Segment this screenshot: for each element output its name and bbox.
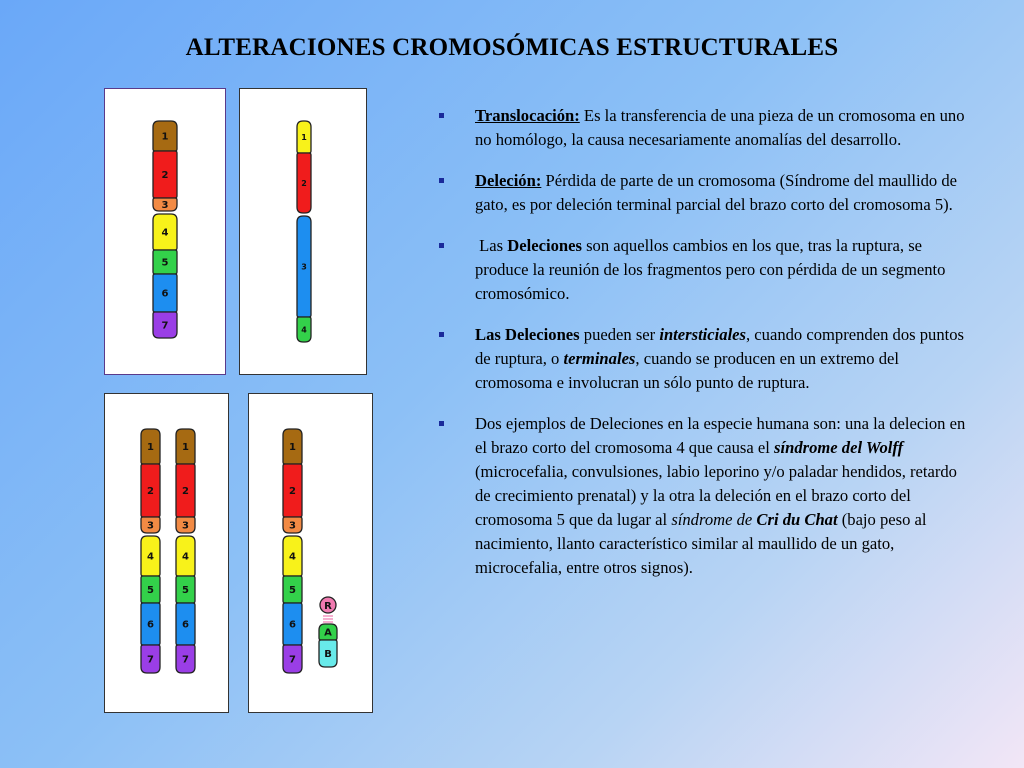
diagram-normal-chromosome <box>104 88 226 375</box>
segment-label: 1 <box>182 442 189 454</box>
segment-label: B <box>324 649 332 661</box>
chromosome-segment-2 <box>297 153 311 213</box>
chromosome-segment-5 <box>141 576 160 603</box>
fragment-ab <box>319 624 337 667</box>
chromosome-segment-7 <box>141 645 160 673</box>
chromosome-segment-A <box>319 624 337 640</box>
bullet-square-icon <box>439 243 444 248</box>
deleciones-pre: Las <box>475 236 508 255</box>
segment-label: 4 <box>301 325 307 335</box>
ring-deletion-svg <box>249 394 374 714</box>
chromosome-segment-1 <box>297 121 311 153</box>
segment-label: 2 <box>147 486 154 498</box>
segment-label: 7 <box>289 654 296 666</box>
chromosome-segment-5 <box>153 250 177 274</box>
segment-label: 5 <box>289 585 296 597</box>
chromosome-segment-2 <box>141 464 160 517</box>
chromosome-segment-B <box>319 640 337 667</box>
chromosome-segment-5 <box>283 576 302 603</box>
segment-label: 1 <box>301 132 307 142</box>
chromosome-segment-5 <box>176 576 195 603</box>
translocated-chromosome-svg <box>240 89 368 376</box>
segment-label: 1 <box>147 442 154 454</box>
term-deleciones: Deleciones <box>507 236 582 255</box>
chromosome-segment-1 <box>153 121 177 151</box>
segment-label: 5 <box>147 585 154 597</box>
tipos-text-2: , cuando comprenden dos puntos de ruptura, o <box>475 325 964 368</box>
tipos-text-3: , cuando se producen en un extremo del cromosoma e involucran un sólo punto de ruptura. <box>475 349 899 392</box>
chromosome-segment-6 <box>283 603 302 645</box>
chromosome-translocated <box>297 121 311 342</box>
ejemplos-text-1: Dos ejemplos de Deleciones en la especie humana son: una la delecion en el brazo corto del cromosoma 4 que causa el <box>475 414 966 457</box>
chromosome-segment-3 <box>153 198 177 211</box>
bullet-square-icon <box>439 332 444 337</box>
segment-label: 6 <box>161 288 169 300</box>
chromosome-segment-2 <box>283 464 302 517</box>
chromosome-segment-6 <box>141 603 160 645</box>
segment-label: 1 <box>289 442 296 454</box>
term-delecion: Deleción: <box>475 171 542 190</box>
diagram-ring-deletion <box>248 393 373 713</box>
chromosome-segment-3 <box>283 517 302 533</box>
term-sindrome-wolff: síndrome del Wolff <box>774 438 904 457</box>
segment-label: 6 <box>289 619 296 631</box>
term-terminales: terminales <box>563 349 636 368</box>
delecion-text: Pérdida de parte de un cromosoma (Síndrome del maullido de gato, es por deleción terminal parcial del brazo corto del cromosoma 5). <box>475 171 958 214</box>
segment-label: 6 <box>182 619 189 631</box>
segment-label: 7 <box>182 654 189 666</box>
ejemplos-text-2: (microcefalia, convulsiones, labio leporino y/o paladar hendidos, retardo de crecimiento prenatal) y la otra la deleción en el brazo corto del cromosoma 5 que da lugar al <box>475 462 957 529</box>
chromosome-segment-3 <box>297 216 311 317</box>
ejemplos-text-3: (bajo peso al nacimiento, llanto característico similar al maullido de un gato, microcefalia, entre otros signos). <box>475 510 927 577</box>
chromosome-segment-2 <box>176 464 195 517</box>
segment-label: 7 <box>147 654 154 666</box>
chromosome-segment-4 <box>141 536 160 576</box>
chromosome-pair-right <box>176 429 195 673</box>
segment-label: 4 <box>161 227 169 239</box>
segment-label: 7 <box>161 320 169 332</box>
chromosome-segment-2 <box>153 151 177 198</box>
chromosome-segment-4 <box>283 536 302 576</box>
ring-fragment <box>320 597 336 622</box>
segment-label: 2 <box>161 170 169 182</box>
term-las-deleciones: Las Deleciones <box>475 325 580 344</box>
chromosome-segment-7 <box>153 312 177 338</box>
segment-label: 3 <box>147 520 154 532</box>
term-translocacion: Translocación: <box>475 106 580 125</box>
segment-label: 3 <box>182 520 189 532</box>
segment-label: 5 <box>161 257 169 269</box>
bullet-deleciones-definicion <box>437 234 967 306</box>
chromosome-segment-1 <box>176 429 195 464</box>
chromosome-segment-4 <box>153 214 177 250</box>
bullet-delecion <box>437 169 967 217</box>
chromosome-segment-6 <box>176 603 195 645</box>
normal-chromosome-svg <box>105 89 227 376</box>
bullet-square-icon <box>439 178 444 183</box>
bullet-tipos-deleciones <box>437 323 967 395</box>
segment-label: 2 <box>182 486 189 498</box>
segment-label: A <box>324 627 332 639</box>
bullet-square-icon <box>439 421 444 426</box>
diagram-chromosome-pair <box>104 393 229 713</box>
chromosome-segment-7 <box>283 645 302 673</box>
segment-label: 4 <box>182 551 189 563</box>
term-intersticiales: intersticiales <box>659 325 746 344</box>
deleciones-text: son aquellos cambios en los que, tras la ruptura, se produce la reunión de los fragmentos pero con pérdida de un segmento cromosómico. <box>475 236 946 303</box>
chromosome-pair-left <box>141 429 160 673</box>
chromosome-segment-3 <box>176 517 195 533</box>
bullet-translocacion <box>437 104 967 152</box>
bullet-square-icon <box>439 113 444 118</box>
bullet-ejemplos <box>437 412 967 580</box>
chromosome-segment-6 <box>153 274 177 312</box>
segment-label: 5 <box>182 585 189 597</box>
diagram-translocated-chromosome <box>239 88 367 375</box>
segment-label: 3 <box>289 520 296 532</box>
chromosome-segment-4 <box>176 536 195 576</box>
chromosome-segment-1 <box>141 429 160 464</box>
translocacion-text: Es la transferencia de una pieza de un cromosoma en uno no homólogo, la causa necesariamente anomalías del desarrollo. <box>475 106 965 149</box>
chromosome-segment-1 <box>283 429 302 464</box>
term-sindrome-de: síndrome de <box>671 510 757 529</box>
segment-label: 6 <box>147 619 154 631</box>
segment-label: 3 <box>301 262 307 272</box>
tipos-text-1: pueden ser <box>579 325 660 344</box>
segment-label: 4 <box>289 551 296 563</box>
chromosome-segment-3 <box>141 517 160 533</box>
segment-label: 2 <box>289 486 296 498</box>
segment-label: 4 <box>147 551 154 563</box>
segment-label: 3 <box>161 200 169 212</box>
term-cri-du-chat: Cri du Chat <box>756 510 838 529</box>
bullet-list <box>437 104 967 597</box>
ring-label: R <box>324 601 332 612</box>
segment-label: 1 <box>161 131 169 143</box>
chromosome-segment-4 <box>297 317 311 342</box>
segment-label: 2 <box>301 178 307 188</box>
chromosome-normal <box>153 121 177 338</box>
page-title: ALTERACIONES CROMOSÓMICAS ESTRUCTURALES <box>185 34 839 61</box>
chromosome-segment-7 <box>176 645 195 673</box>
chromosome-deleted <box>283 429 302 673</box>
chromosome-pair-svg <box>105 394 230 714</box>
